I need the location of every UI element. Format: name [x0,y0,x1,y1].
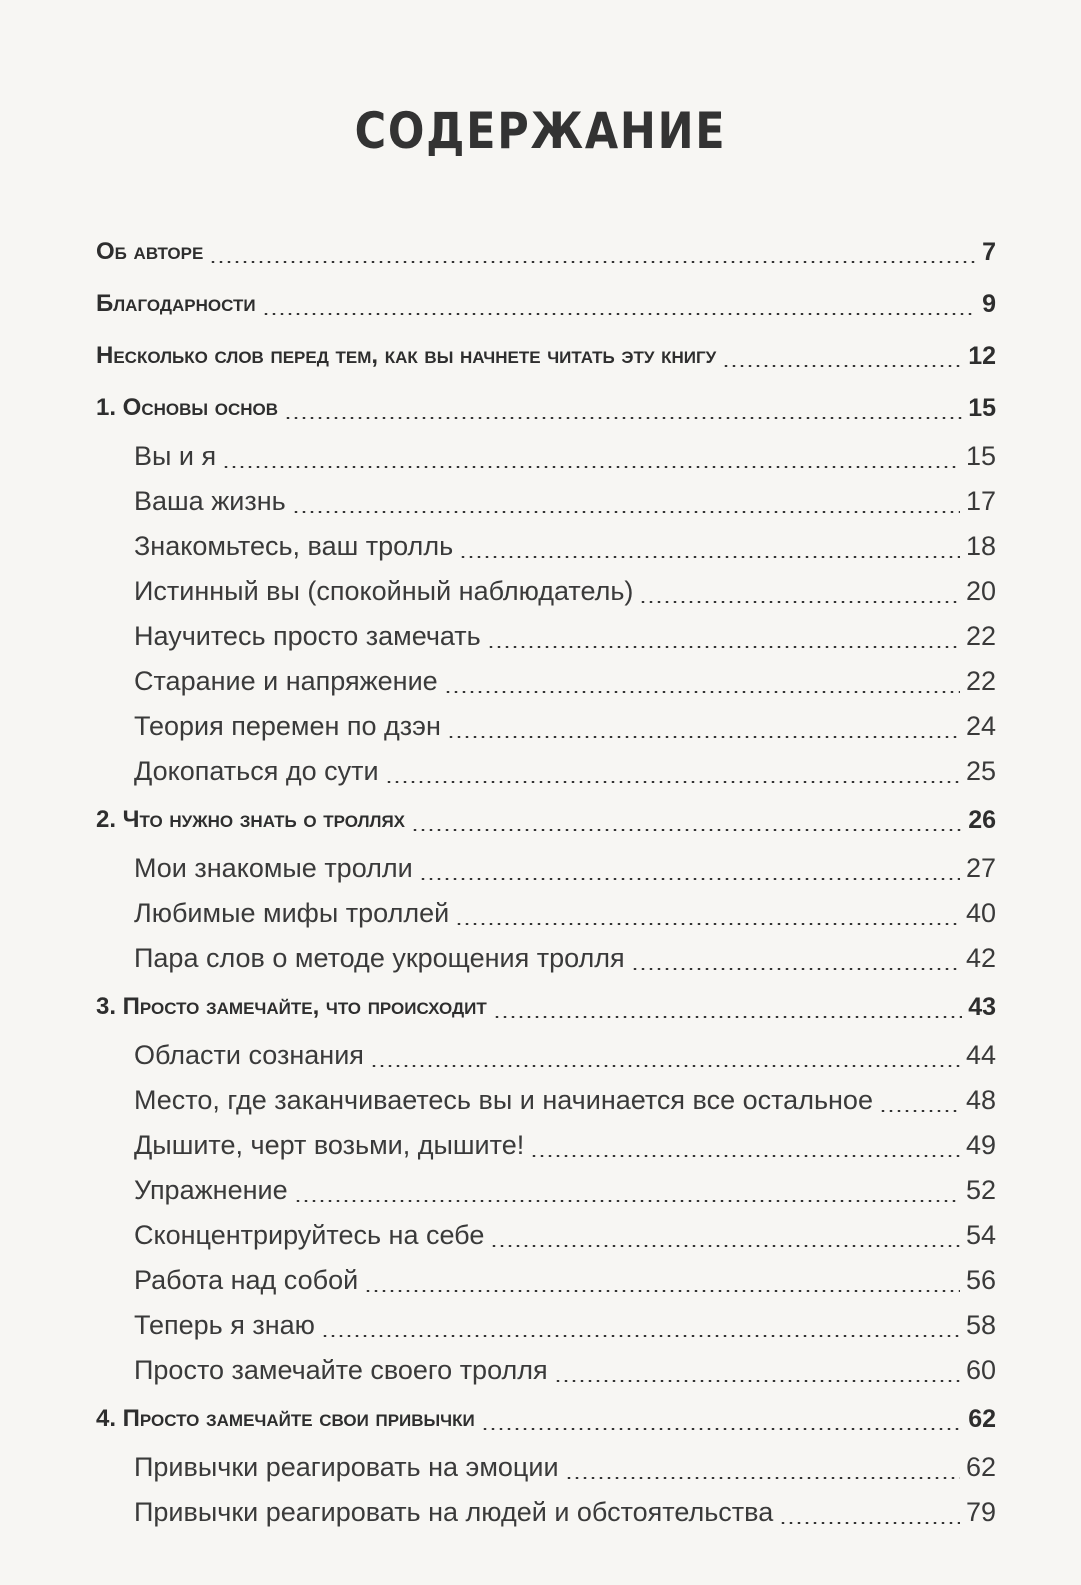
toc-chapter-entry [96,226,996,278]
toc-entry-label: Привычки реагировать на людей и обстоятельства [134,1497,774,1527]
toc-entry-page-number: 25 [965,756,996,786]
toc-entry-page-number: 58 [965,1310,996,1340]
dot-leader [481,1428,962,1430]
dot-leader [493,1016,962,1018]
dot-leader [370,1065,960,1067]
toc-entry-label: Дышите, черт возьми, дышите! [134,1130,525,1160]
toc-chapter-entry [96,981,996,1033]
toc-entry-label: Работа над собой [134,1265,359,1295]
dot-leader [554,1380,960,1382]
toc-chapter-entry [96,794,996,846]
dot-leader [262,313,977,315]
toc-section-entry [96,659,996,704]
dot-leader [411,829,962,831]
toc-entry-page-number: 49 [965,1130,996,1160]
toc-entry-page-number: 7 [982,237,996,266]
toc-entry-page-number: 52 [965,1175,996,1205]
toc-entry-page-number: 79 [965,1497,996,1527]
dot-leader [364,1290,960,1292]
toc-entry-page-number: 9 [982,289,996,318]
toc-section-entry [96,1490,996,1535]
toc-chapter-entry [96,382,996,434]
toc-entry-label: Привычки реагировать на эмоции [134,1452,559,1482]
toc-entry-label: Старание и напряжение [134,666,438,696]
toc-section-entry [96,1123,996,1168]
toc-entry-label: Несколько слов перед тем, как вы начнете читать эту книгу [96,342,717,369]
dot-leader [487,646,960,648]
toc-entry-page-number: 22 [965,621,996,651]
toc-entry-label: Сконцентрируйтесь на себе [134,1220,485,1250]
toc-entry-label: 4. Просто замечайте свои привычки [96,1405,475,1432]
toc-entry-label: 1. Основы основ [96,394,278,421]
toc-entry-page-number: 42 [965,943,996,973]
toc-section-entry [96,524,996,569]
toc-entry-page-number: 62 [968,1404,996,1433]
dot-leader [639,601,960,603]
toc-entry-label: Докопаться до сути [134,756,379,786]
toc-entry-page-number: 18 [965,531,996,561]
toc-entry-label: Вы и я [134,441,217,471]
toc-entry-label: Ваша жизнь [134,486,286,516]
toc-entry-page-number: 44 [965,1040,996,1070]
toc-entry-label: Истинный вы (спокойный наблюдатель) [134,576,634,606]
toc-entry-page-number: 15 [965,441,996,471]
toc-entry-label: Просто замечайте своего тролля [134,1355,548,1385]
toc-entry-label: Об авторе [96,238,204,265]
toc-entry-label: Место, где заканчиваетесь вы и начинается все остальное [134,1085,873,1115]
toc-entry-label: Любимые мифы троллей [134,898,450,928]
toc-section-entry [96,891,996,936]
table-of-contents [96,226,996,1535]
dot-leader [294,1200,960,1202]
toc-entry-page-number: 22 [965,666,996,696]
toc-entry-label: Области сознания [134,1040,364,1070]
toc-entry-page-number: 27 [965,853,996,883]
dot-leader [447,736,960,738]
toc-section-entry [96,1258,996,1303]
dot-leader [284,417,962,419]
dot-leader [222,466,960,468]
dot-leader [459,556,960,558]
dot-leader [722,365,962,367]
toc-entry-page-number: 48 [965,1085,996,1115]
toc-entry-page-number: 17 [965,486,996,516]
toc-section-entry [96,1348,996,1393]
dot-leader [455,923,960,925]
toc-section-entry [96,704,996,749]
toc-section-entry [96,1445,996,1490]
toc-section-entry [96,1033,996,1078]
dot-leader [565,1477,960,1479]
toc-entry-label: Пара слов о методе укрощения тролля [134,943,625,973]
toc-chapter-entry [96,330,996,382]
dot-leader [209,261,976,263]
toc-entry-page-number: 26 [968,805,996,834]
page-title: СОДЕРЖАНИЕ [354,102,727,160]
dot-leader [321,1335,960,1337]
toc-entry-label: Знакомьтесь, ваш тролль [134,531,454,561]
toc-entry-page-number: 40 [965,898,996,928]
toc-entry-label: Благодарности [96,290,256,317]
toc-chapter-entry [96,1393,996,1445]
toc-section-entry [96,1168,996,1213]
toc-entry-page-number: 24 [965,711,996,741]
dot-leader [631,968,960,970]
toc-entry-label: 2. Что нужно знать о троллях [96,806,406,833]
toc-section-entry [96,1303,996,1348]
toc-section-entry [96,434,996,479]
toc-entry-page-number: 56 [965,1265,996,1295]
toc-entry-label: Теперь я знаю [134,1310,315,1340]
dot-leader [779,1522,960,1524]
toc-entry-page-number: 62 [965,1452,996,1482]
toc-section-entry [96,479,996,524]
toc-section-entry [96,1213,996,1258]
dot-leader [385,781,960,783]
toc-section-entry [96,846,996,891]
toc-chapter-entry [96,278,996,330]
dot-leader [530,1155,960,1157]
dot-leader [879,1110,960,1112]
toc-section-entry [96,936,996,981]
dot-leader [292,511,960,513]
toc-entry-label: Упражнение [134,1175,288,1205]
toc-entry-label: 3. Просто замечайте, что происходит [96,993,487,1020]
toc-entry-page-number: 12 [968,341,996,370]
dot-leader [490,1245,960,1247]
toc-entry-label: Теория перемен по дзэн [134,711,441,741]
toc-entry-page-number: 54 [965,1220,996,1250]
toc-entry-page-number: 15 [968,393,996,422]
dot-leader [419,878,960,880]
toc-entry-page-number: 43 [968,992,996,1021]
dot-leader [444,691,960,693]
toc-section-entry [96,749,996,794]
toc-entry-label: Научитесь просто замечать [134,621,481,651]
toc-entry-label: Мои знакомые тролли [134,853,413,883]
toc-entry-page-number: 60 [965,1355,996,1385]
toc-section-entry [96,569,996,614]
toc-section-entry [96,614,996,659]
toc-entry-page-number: 20 [965,576,996,606]
toc-section-entry [96,1078,996,1123]
